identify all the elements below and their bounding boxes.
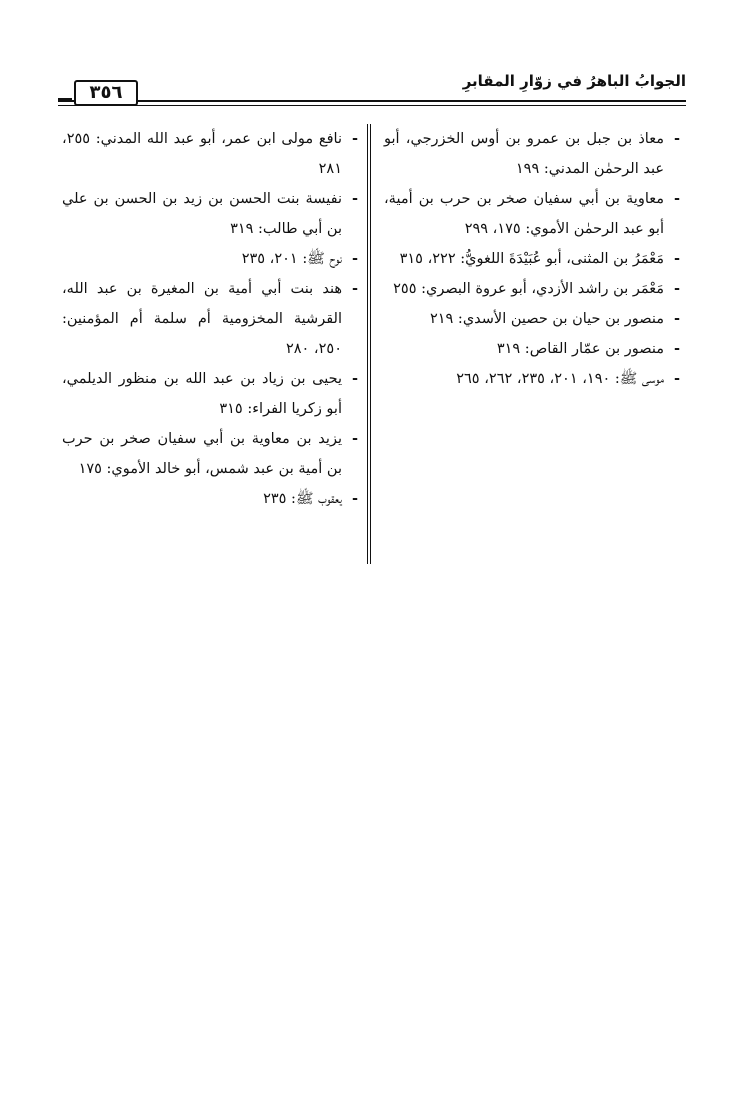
page-header xyxy=(58,70,686,110)
index-entry: - يعقوب ﷺ: ٢٣٥ xyxy=(62,484,358,514)
index-entry: - مَعْمَرُ بن المثنى، أبو عُبَيْدَةَ اللغويُّ: ٢٢٢، ٣١٥ xyxy=(384,244,680,274)
index-entry: - هند بنت أبي أمية بن المغيرة بن عبد الله، القرشية المخزومية أم سلمة أم المؤمنين: ٢٥٠، ٢٨٠ xyxy=(62,274,358,364)
page-number-dash xyxy=(58,98,72,100)
index-entry: - يحيى بن زياد بن عبد الله بن منظور الديلمي، أبو زكريا الفراء: ٣١٥ xyxy=(62,364,358,424)
index-entry: - نوح ﷺ: ٢٠١، ٢٣٥ xyxy=(62,244,358,274)
index-entry: - نافع مولى ابن عمر، أبو عبد الله المدني: ٢٥٥، ٢٨١ xyxy=(62,124,358,184)
column-divider xyxy=(367,124,371,564)
index-columns xyxy=(62,124,680,584)
index-entry: - مَعْمَر بن راشد الأزدي، أبو عروة البصري: ٢٥٥ xyxy=(384,274,680,304)
index-entry: - نفيسة بنت الحسن بن زيد بن الحسن بن علي بن أبي طالب: ٣١٩ xyxy=(62,184,358,244)
index-entry: - معاوية بن أبي سفيان صخر بن حرب بن أمية، أبو عبد الرحمٰن الأموي: ١٧٥، ٢٩٩ xyxy=(384,184,680,244)
left-column xyxy=(62,124,358,514)
index-entry: - منصور بن حيان بن حصين الأسدي: ٢١٩ xyxy=(384,304,680,334)
index-entry: - موسى ﷺ: ١٩٠، ٢٠١، ٢٣٥، ٢٦٢، ٢٦٥ xyxy=(384,364,680,394)
running-title: الجوابُ الباهرُ في زوّارِ المقابرِ xyxy=(462,72,686,90)
header-rule xyxy=(58,100,686,106)
index-entry: - معاذ بن جبل بن عمرو بن أوس الخزرجي، أبو عبد الرحمٰن المدني: ١٩٩ xyxy=(384,124,680,184)
index-entry: - منصور بن عمّار القاص: ٣١٩ xyxy=(384,334,680,364)
right-column xyxy=(384,124,680,394)
page-number: ٣٥٦ xyxy=(74,80,138,106)
index-entry: - يزيد بن معاوية بن أبي سفيان صخر بن حرب بن أمية بن عبد شمس، أبو خالد الأموي: ١٧٥ xyxy=(62,424,358,484)
